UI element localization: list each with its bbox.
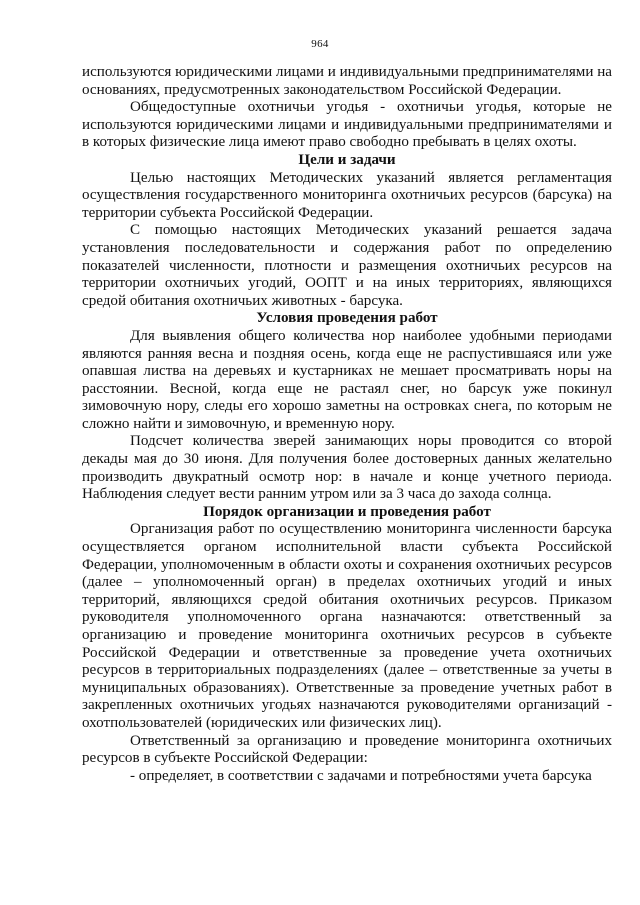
section-heading-goals: Цели и задачи bbox=[298, 151, 396, 168]
paragraph: С помощью настоящих Методических указаний решается задача установления последовательности и содержания работ по определению показателей численности, плотности и размещения охотничьих ресурсов на территории охотничьих угодий, ООПТ и на иных территориях, являющихся средой обитания охотничьих животных - барсука. bbox=[82, 222, 612, 309]
paragraph: Организация работ по осуществлению мониторинга численности барсука осуществляется органом исполнительной власти субъекта Российской Федерации, уполномоченным в области охоты и сохранения охотничьих ресурсов (далее – уполномоченный орган) в пределах охотничьих угодий и иных территорий, являющихся средой обитания охотничьих ресурсов. Приказом руководителя уполномоченного органа назначаются: ответственный за организацию и проведение мониторинга охотничьих ресурсов в субъекте Российской Федерации и ответственные за проведение учета охотничьих ресурсов в территориальных подразделениях (далее – ответственные за учеты в муниципальных образованиях). Ответственные за проведение учетных работ в закрепленных охотничьих угодьях назначаются руководителями организаций - охотпользователей (юридических или физических лиц). bbox=[82, 521, 612, 731]
page-number: 964 bbox=[311, 38, 329, 50]
paragraph: Подсчет количества зверей занимающих норы проводится со второй декады мая до 30 июня. Для получения более достоверных данных желательно производить двукратный осмотр нор: в начале и конце учетного периода. Наблюдения следует вести ранним утром или за 3 часа до захода солнца. bbox=[82, 433, 612, 503]
document-body bbox=[82, 64, 612, 785]
paragraph: Ответственный за организацию и проведение мониторинга охотничьих ресурсов в субъекте Российской Федерации: bbox=[82, 732, 612, 767]
paragraph: - определяет, в соответствии с задачами и потребностями учета барсука bbox=[130, 767, 592, 784]
paragraph: Целью настоящих Методических указаний является регламентация осуществления государственного мониторинга охотничьих ресурсов (барсука) на территории субъекта Российской Федерации. bbox=[82, 169, 612, 221]
paragraph: используются юридическими лицами и индивидуальными предпринимателями на основаниях, предусмотренных законодательством Российской Федерации. bbox=[82, 64, 612, 98]
paragraph: Для выявления общего количества нор наиболее удобными периодами являются ранняя весна и поздняя осень, когда еще не распустившаяся или уже опавшая листва на деревьях и кустарниках не мешает просматривать норы на расстоянии. Весной, когда еще не растаял снег, но барсук уже покинул зимовочную нору, следы его хорошо заметны на островках снега, по которым не сложно найти и зимовочную, и временную нору. bbox=[82, 327, 612, 432]
paragraph: Общедоступные охотничьи угодья - охотничьи угодья, которые не используются юридическими лицами и индивидуальными предпринимателями и в которых физические лица имеют право свободно пребывать в целях охоты. bbox=[82, 99, 612, 151]
section-heading-procedure: Порядок организации и проведения работ bbox=[203, 503, 491, 520]
section-heading-conditions: Условия проведения работ bbox=[256, 310, 438, 327]
